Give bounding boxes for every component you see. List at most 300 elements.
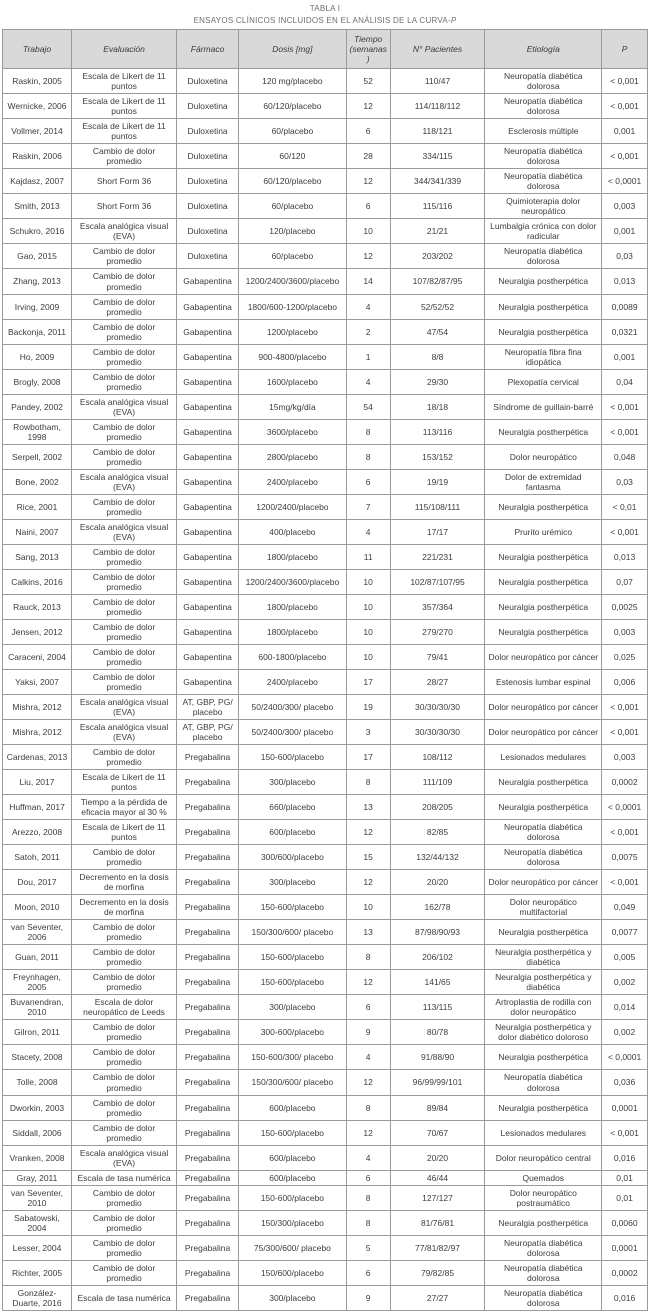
table-cell: 107/82/87/95 [390,269,485,294]
column-header-7: Etiología [485,30,602,69]
table-cell: 0,0089 [602,294,648,319]
table-cell: 60/120/placebo [239,169,347,194]
table-cell: Estenosis lumbar espinal [485,669,602,694]
table-cell: 0,025 [602,644,648,669]
table-cell: 6 [346,1260,390,1285]
table-cell: Cambio de dolor promedio [72,1235,177,1260]
table-row [3,619,648,644]
table-cell: Gabapentina [177,294,239,319]
table-cell: Pregabalina [177,845,239,870]
table-cell: 0,0060 [602,1210,648,1235]
table-cell: Pregabalina [177,1170,239,1185]
table-cell: Escala de dolor neuropático de Leeds [72,995,177,1020]
table-cell: Artroplastia de rodilla con dolor neuropático [485,995,602,1020]
table-cell: 2800/placebo [239,444,347,469]
table-cell: 206/102 [390,945,485,970]
table-cell: 0,0001 [602,1235,648,1260]
table-cell: Neuropatía diabética dolorosa [485,1235,602,1260]
table-row [3,1170,648,1185]
table-cell: van Seventer, 2006 [3,920,72,945]
table-cell: Schukro, 2016 [3,219,72,244]
table-cell: Gabapentina [177,469,239,494]
table-row [3,444,648,469]
table-cell: 0,036 [602,1070,648,1095]
table-cell: Escala analógica visual (EVA) [72,720,177,745]
table-cell: Short Form 36 [72,194,177,219]
table-cell: Raskin, 2006 [3,144,72,169]
table-cell: 14 [346,269,390,294]
table-cell: Neuropatía fibra fina idiopática [485,344,602,369]
table-cell: 300/placebo [239,870,347,895]
table-cell: 79/41 [390,644,485,669]
table-cell: 0,049 [602,895,648,920]
table-cell: 15 [346,845,390,870]
table-cell: 115/108/111 [390,494,485,519]
table-row [3,970,648,995]
table-cell: 132/44/132 [390,845,485,870]
column-header-6: N° Pacientes [390,30,485,69]
table-cell: Neuropatía diabética dolorosa [485,1070,602,1095]
column-header-3: Fármaco [177,30,239,69]
table-cell: González-Duarte, 2016 [3,1285,72,1310]
table-cell: 17 [346,745,390,770]
table-cell: 4 [346,1145,390,1170]
table-cell: Neuralgia postherpética [485,494,602,519]
table-cell: Dolor neuropático [485,444,602,469]
table-cell: < 0,001 [602,94,648,119]
table-cell: Stacety, 2008 [3,1045,72,1070]
table-cell: Tiempo a la pérdida de eficacia mayor al 30 % [72,795,177,820]
table-row [3,244,648,269]
table-cell: Escala de Likert de 11 puntos [72,770,177,795]
table-cell: 0,0001 [602,1095,648,1120]
table-cell: Pregabalina [177,995,239,1020]
table-cell: 60/120 [239,144,347,169]
table-cell: 208/205 [390,795,485,820]
table-cell: 8 [346,1210,390,1235]
table-row [3,695,648,720]
table-cell: Cambio de dolor promedio [72,494,177,519]
table-cell: < 0,001 [602,695,648,720]
table-cell: 47/54 [390,319,485,344]
table-row [3,770,648,795]
table-cell: 30/30/30/30 [390,720,485,745]
table-cell: AT, GBP, PG/ placebo [177,695,239,720]
table-cell: 75/300/600/ placebo [239,1235,347,1260]
table-cell: 0,001 [602,219,648,244]
table-cell: 6 [346,469,390,494]
table-cell: 8 [346,1095,390,1120]
table-cell: Short Form 36 [72,169,177,194]
table-cell: Duloxetina [177,169,239,194]
table-cell: < 0,0001 [602,169,648,194]
table-cell: 11 [346,544,390,569]
table-cell: Tolle, 2008 [3,1070,72,1095]
table-cell: 10 [346,219,390,244]
table-cell: Dolor neuropático por cáncer [485,870,602,895]
table-cell: Dolor neuropático por cáncer [485,720,602,745]
table-cell: Cambio de dolor promedio [72,369,177,394]
table-cell: 120 mg/placebo [239,69,347,94]
table-cell: 20/20 [390,1145,485,1170]
table-cell: 113/115 [390,995,485,1020]
table-cell: 17/17 [390,519,485,544]
table-cell: Gabapentina [177,644,239,669]
table-cell: 9 [346,1020,390,1045]
table-cell: Zhang, 2013 [3,269,72,294]
table-cell: 8 [346,444,390,469]
table-cell: Neuralgia postherpética [485,294,602,319]
table-cell: 120/placebo [239,219,347,244]
table-cell: 0,0075 [602,845,648,870]
table-cell: 29/30 [390,369,485,394]
table-cell: Prurito urémico [485,519,602,544]
table-cell: Smith, 2013 [3,194,72,219]
table-cell: 3 [346,720,390,745]
table-cell: Buvanendran, 2010 [3,995,72,1020]
table-cell: 1200/2400/3600/placebo [239,569,347,594]
table-row [3,1185,648,1210]
table-cell: Neuropatía diabética dolorosa [485,94,602,119]
table-cell: Dolor neuropático central [485,1145,602,1170]
table-cell: Cambio de dolor promedio [72,669,177,694]
table-cell: 1800/placebo [239,594,347,619]
table-cell: Freynhagen, 2005 [3,970,72,995]
table-cell: Caraceni, 2004 [3,644,72,669]
table-cell: 96/99/99/101 [390,1070,485,1095]
table-cell: 2400/placebo [239,669,347,694]
table-cell: 0,0002 [602,770,648,795]
table-row [3,319,648,344]
table-cell: Escala de Likert de 11 puntos [72,94,177,119]
table-cell: Escala analógica visual (EVA) [72,695,177,720]
table-cell: Pregabalina [177,1095,239,1120]
table-cell: 12 [346,1120,390,1145]
table-cell: < 0,001 [602,69,648,94]
table-row [3,594,648,619]
table-cell: 4 [346,1045,390,1070]
table-cell: 19/19 [390,469,485,494]
table-row [3,669,648,694]
table-cell: 150/600/placebo [239,1260,347,1285]
table-cell: 344/341/339 [390,169,485,194]
table-cell: 10 [346,619,390,644]
table-cell: Neuropatía diabética dolorosa [485,1285,602,1310]
table-cell: Dworkin, 2003 [3,1095,72,1120]
table-cell: < 0,001 [602,419,648,444]
table-cell: Dolor neuropático por cáncer [485,644,602,669]
table-cell: Cambio de dolor promedio [72,419,177,444]
table-cell: Gabapentina [177,269,239,294]
table-cell: Neuralgia postherpética [485,544,602,569]
table-cell: Cambio de dolor promedio [72,319,177,344]
table-cell: Gabapentina [177,419,239,444]
table-row [3,1210,648,1235]
table-cell: 15mg/kg/día [239,394,347,419]
table-cell: Cambio de dolor promedio [72,745,177,770]
table-row [3,945,648,970]
table-cell: Pregabalina [177,1120,239,1145]
table-cell: Pregabalina [177,1145,239,1170]
table-cell: 12 [346,244,390,269]
table-cell: Cambio de dolor promedio [72,144,177,169]
table-cell: < 0,001 [602,820,648,845]
table-cell: 1800/600-1200/placebo [239,294,347,319]
table-cell: Cambio de dolor promedio [72,644,177,669]
table-cell: Cambio de dolor promedio [72,594,177,619]
table-cell: Cambio de dolor promedio [72,970,177,995]
table-cell: Lumbalgia crónica con dolor radicular [485,219,602,244]
table-cell: 13 [346,795,390,820]
table-cell: 0,016 [602,1145,648,1170]
table-cell: 0,001 [602,344,648,369]
table-cell: 660/placebo [239,795,347,820]
table-cell: 600/placebo [239,820,347,845]
column-header-5: Tiempo (semanas) [346,30,390,69]
table-cell: < 0,001 [602,1120,648,1145]
table-cell: Vollmer, 2014 [3,119,72,144]
table-cell: Kajdasz, 2007 [3,169,72,194]
table-cell: 118/121 [390,119,485,144]
table-cell: Cambio de dolor promedio [72,269,177,294]
table-cell: Gilron, 2011 [3,1020,72,1045]
table-cell: Bone, 2002 [3,469,72,494]
table-cell: 110/47 [390,69,485,94]
table-cell: Escala analógica visual (EVA) [72,469,177,494]
table-cell: 79/82/85 [390,1260,485,1285]
table-cell: 150-600/placebo [239,945,347,970]
table-cell: 91/88/90 [390,1045,485,1070]
table-cell: Pregabalina [177,1185,239,1210]
table-cell: 54 [346,394,390,419]
table-cell: Neuralgia postherpética y diabética [485,970,602,995]
table-row [3,1045,648,1070]
table-cell: Lesser, 2004 [3,1235,72,1260]
table-cell: 162/78 [390,895,485,920]
table-cell: Pregabalina [177,870,239,895]
table-cell: Gabapentina [177,569,239,594]
table-cell: 600-1800/placebo [239,644,347,669]
table-cell: Mishra, 2012 [3,720,72,745]
table-cell: 0,048 [602,444,648,469]
table-cell: Backonja, 2011 [3,319,72,344]
table-cell: Decremento en la dosis de morfina [72,895,177,920]
table-cell: Vranken, 2008 [3,1145,72,1170]
table-cell: Neuralgia postherpética [485,619,602,644]
table-cell: Calkins, 2016 [3,569,72,594]
table-cell: Rice, 2001 [3,494,72,519]
table-cell: Pregabalina [177,820,239,845]
table-cell: 17 [346,669,390,694]
table-cell: Raskin, 2005 [3,69,72,94]
table-row [3,119,648,144]
table-row [3,1285,648,1310]
table-cell: 150-600/300/ placebo [239,1045,347,1070]
table-cell: 153/152 [390,444,485,469]
table-row [3,995,648,1020]
table-cell: Siddall, 2006 [3,1120,72,1145]
table-cell: 20/20 [390,870,485,895]
table-cell: 18/18 [390,394,485,419]
table-cell: Escala de Likert de 11 puntos [72,69,177,94]
table-cell: Escala analógica visual (EVA) [72,519,177,544]
table-cell: 60/placebo [239,194,347,219]
table-cell: Pregabalina [177,1210,239,1235]
table-cell: Gabapentina [177,369,239,394]
table-row [3,194,648,219]
table-cell: Cardenas, 2013 [3,745,72,770]
table-cell: 12 [346,970,390,995]
table-cell: 0,0321 [602,319,648,344]
table-cell: 0,03 [602,244,648,269]
table-cell: Guan, 2011 [3,945,72,970]
table-cell: Escala analógica visual (EVA) [72,219,177,244]
table-cell: 12 [346,169,390,194]
table-row [3,644,648,669]
table-cell: 8 [346,945,390,970]
table-cell: 1800/placebo [239,544,347,569]
table-cell: Escala de tasa numérica [72,1170,177,1185]
table-row [3,69,648,94]
table-cell: Gray, 2011 [3,1170,72,1185]
table-cell: Cambio de dolor promedio [72,619,177,644]
table-cell: Neuralgia postherpética [485,594,602,619]
table-cell: < 0,0001 [602,795,648,820]
table-cell: 70/67 [390,1120,485,1145]
table-row [3,1070,648,1095]
table-cell: 7 [346,494,390,519]
table-cell: Cambio de dolor promedio [72,569,177,594]
column-header-4: Dosis [mg] [239,30,347,69]
table-cell: Escala analógica visual (EVA) [72,394,177,419]
table-cell: 2 [346,319,390,344]
table-cell: Neuropatía diabética dolorosa [485,845,602,870]
table-row [3,494,648,519]
table-cell: 150/300/placebo [239,1210,347,1235]
table-row [3,169,648,194]
table-cell: 600/placebo [239,1170,347,1185]
table-cell: 0,014 [602,995,648,1020]
table-row [3,1020,648,1045]
table-cell: Pregabalina [177,895,239,920]
table-cell: 0,0077 [602,920,648,945]
table-cell: 0,001 [602,119,648,144]
table-row [3,344,648,369]
table-cell: Liu, 2017 [3,770,72,795]
table-cell: Pregabalina [177,970,239,995]
table-cell: 0,003 [602,745,648,770]
table-cell: < 0,001 [602,144,648,169]
table-cell: 150/300/600/ placebo [239,920,347,945]
table-cell: Cambio de dolor promedio [72,344,177,369]
table-cell: AT, GBP, PG/ placebo [177,720,239,745]
table-cell: 141/65 [390,970,485,995]
table-cell: 279/270 [390,619,485,644]
table-cell: Cambio de dolor promedio [72,444,177,469]
table-cell: < 0,0001 [602,1045,648,1070]
table-cell: Duloxetina [177,119,239,144]
table-row [3,94,648,119]
table-title [2,3,648,26]
table-cell: Pregabalina [177,1285,239,1310]
table-cell: Quemados [485,1170,602,1185]
table-cell: Gabapentina [177,594,239,619]
table-cell: Neuralgia postherpética [485,319,602,344]
table-cell: 10 [346,569,390,594]
table-cell: Escala de Likert de 11 puntos [72,119,177,144]
table-row [3,394,648,419]
table-cell: 30/30/30/30 [390,695,485,720]
table-cell: 4 [346,369,390,394]
table-cell: 0,0002 [602,1260,648,1285]
table-cell: Pregabalina [177,1020,239,1045]
table-row [3,745,648,770]
table-cell: Gao, 2015 [3,244,72,269]
table-cell: Duloxetina [177,219,239,244]
table-row [3,369,648,394]
table-cell: Cambio de dolor promedio [72,244,177,269]
table-cell: 5 [346,1235,390,1260]
table-cell: Duloxetina [177,144,239,169]
table-cell: 114/118/112 [390,94,485,119]
table-cell: 28 [346,144,390,169]
table-cell: Neuralgia postherpética y dolor diabético doloroso [485,1020,602,1045]
table-cell: 150-600/placebo [239,970,347,995]
table-cell: Cambio de dolor promedio [72,544,177,569]
table-cell: Gabapentina [177,494,239,519]
table-cell: 50/2400/300/ placebo [239,720,347,745]
table-cell: Plexopatía cervical [485,369,602,394]
table-cell: Gabapentina [177,344,239,369]
table-cell: 0,0025 [602,594,648,619]
table-cell: 0,013 [602,544,648,569]
table-cell: Pregabalina [177,1260,239,1285]
table-caption-text: ENSAYOS CLÍNICOS INCLUIDOS EN EL ANÁLISIS DE LA CURVA- [193,15,451,25]
table-cell: Jensen, 2012 [3,619,72,644]
table-cell: 52 [346,69,390,94]
table-cell: Decremento en la dosis de morfina [72,870,177,895]
table-cell: Mishra, 2012 [3,695,72,720]
table-row [3,219,648,244]
table-cell: 1200/placebo [239,319,347,344]
table-cell: Naini, 2007 [3,519,72,544]
table-cell: Duloxetina [177,244,239,269]
table-cell: Gabapentina [177,444,239,469]
table-cell: 0,006 [602,669,648,694]
table-row [3,294,648,319]
table-cell: 0,01 [602,1185,648,1210]
table-cell: 19 [346,695,390,720]
table-cell: Neuralgia postherpética y diabética [485,945,602,970]
table-cell: Escala analógica visual (EVA) [72,1145,177,1170]
table-cell: 82/85 [390,820,485,845]
table-row [3,544,648,569]
table-cell: Neuropatía diabética dolorosa [485,1260,602,1285]
table-row [3,870,648,895]
table-row [3,144,648,169]
clinical-trials-table [2,29,648,1311]
table-cell: 8 [346,419,390,444]
table-cell: 1800/placebo [239,619,347,644]
table-cell: Duloxetina [177,194,239,219]
table-cell: Satoh, 2011 [3,845,72,870]
table-row [3,720,648,745]
table-cell: 600/placebo [239,1095,347,1120]
table-row [3,269,648,294]
table-row [3,569,648,594]
table-cell: Huffman, 2017 [3,795,72,820]
table-cell: 0,013 [602,269,648,294]
